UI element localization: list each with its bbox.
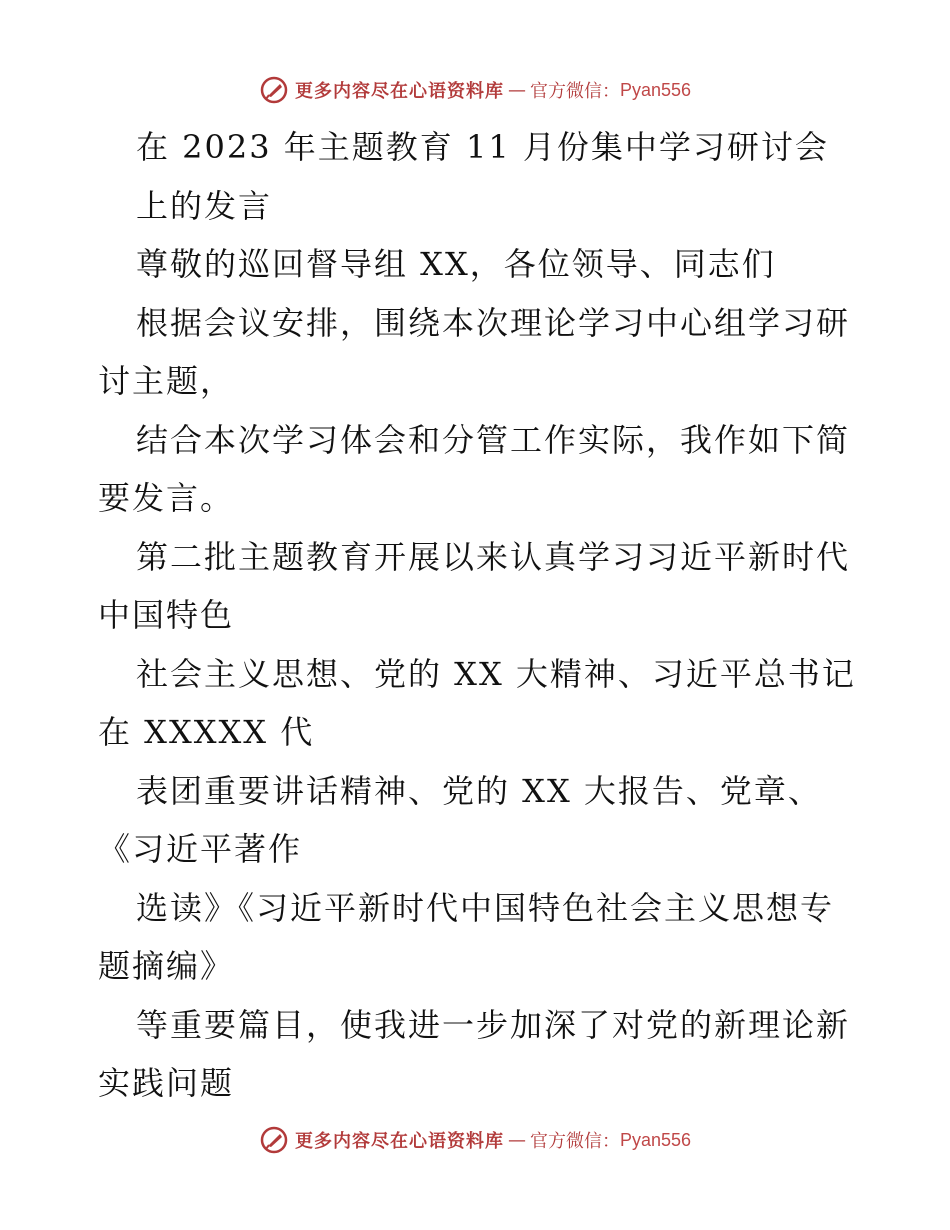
paragraph-line: 等重要篇目，使我进一步加深了对党的新理论新: [136, 1005, 851, 1044]
watermark-site-name: 更多内容尽在心语资料库: [294, 1131, 504, 1152]
quill-logo-icon: [259, 1125, 289, 1155]
quill-logo-icon: [259, 75, 289, 105]
paragraph-line: 要发言。: [98, 479, 235, 517]
document-title-line-2: 上的发言: [136, 186, 273, 225]
paragraph-line: 题摘编》: [98, 947, 235, 985]
document-body: [98, 118, 858, 1113]
paragraph-line: 根据会议安排，围绕本次理论学习中心组学习研: [136, 303, 851, 342]
document-title-line-1: 在 2023 年主题教育 11 月份集中学习研讨会: [136, 128, 829, 166]
watermark-wechat-label: 官方微信：: [529, 81, 620, 102]
paragraph-line: 表团重要讲话精神、党的 XX 大报告、党章、: [136, 771, 822, 810]
paragraph-line: 结合本次学习体会和分管工作实际，我作如下简: [136, 420, 851, 459]
paragraph-line: 实践问题: [98, 1064, 235, 1102]
watermark-wechat-id: Pyan556: [619, 1129, 692, 1150]
watermark-site-name: 更多内容尽在心语资料库: [294, 81, 504, 102]
watermark-header: [0, 70, 950, 110]
watermark-separator: —: [507, 1129, 526, 1151]
watermark-wechat-label: 官方微信：: [529, 1131, 620, 1152]
paragraph-line: 社会主义思想、党的 XX 大精神、习近平总书记: [136, 654, 856, 693]
paragraph-line: 中国特色: [98, 596, 235, 634]
watermark-wechat-id: Pyan556: [619, 79, 692, 100]
paragraph-line: 《习近平著作: [98, 830, 303, 868]
watermark-footer: [0, 1120, 950, 1160]
paragraph-line: 在 XXXXX 代: [98, 713, 315, 751]
watermark-separator: —: [507, 79, 526, 101]
paragraph-line: 第二批主题教育开展以来认真学习习近平新时代: [136, 537, 851, 576]
salutation: 尊敬的巡回督导组 XX，各位领导、同志们: [136, 245, 776, 283]
paragraph-line: 选读》《习近平新时代中国特色社会主义思想专: [136, 888, 835, 927]
paragraph-line: 讨主题，: [98, 362, 235, 400]
